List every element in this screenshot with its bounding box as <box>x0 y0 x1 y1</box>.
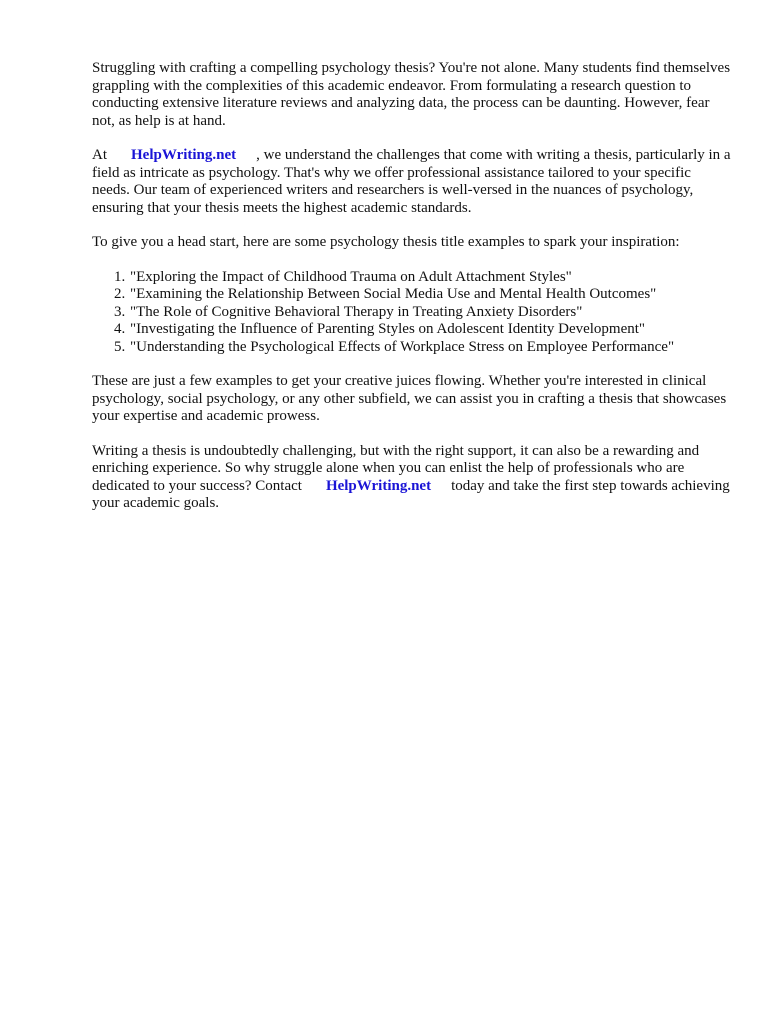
thesis-examples-list <box>92 269 732 357</box>
examples-intro-paragraph: To give you a head start, here are some psychology thesis title examples to spark your inspiration: <box>92 234 680 250</box>
list-item: 4. "Investigating the Influence of Parenting Styles on Adolescent Identity Development" <box>129 321 732 339</box>
closing-prefix: Writing a thesis is undoubtedly challenging, but with the right support, it can also be a rewarding and enriching experience. So why struggle alone when you can enlist the help of professionals who are dedicated to your success? Contact <box>92 442 700 494</box>
service-prefix: At <box>92 147 107 163</box>
helpwriting-contact-link[interactable]: HelpWriting.net <box>325 477 432 494</box>
service-paragraph <box>92 147 732 217</box>
document-page <box>92 60 732 530</box>
service-suffix: , we understand the challenges that come with writing a thesis, particularly in a field as intricate as psychology. That's why we offer professional assistance tailored to your specific needs. Our team of experienced writers and researchers is well-versed in the nuances of psychology, ensuring that your thesis meets the highest academic standards. <box>92 147 731 216</box>
list-item: 5. "Understanding the Psychological Effects of Workplace Stress on Employee Performance" <box>129 339 732 357</box>
intro-paragraph: Struggling with crafting a compelling psychology thesis? You're not alone. Many students find themselves grappling with the complexities of this academic endeavor. From formulating a research question to conducting extensive literature reviews and analyzing data, the process can be daunting. However, fear not, as help is at hand. <box>92 60 731 129</box>
list-item: 3. "The Role of Cognitive Behavioral Therapy in Treating Anxiety Disorders" <box>129 304 732 322</box>
list-item: 2. "Examining the Relationship Between Social Media Use and Mental Health Outcomes" <box>129 286 732 304</box>
list-item: 1. "Exploring the Impact of Childhood Trauma on Adult Attachment Styles" <box>129 269 732 287</box>
closing-suffix: today and take the first step towards achieving your academic goals. <box>92 477 730 511</box>
closing-paragraph <box>92 443 732 513</box>
helpwriting-link[interactable]: HelpWriting.net <box>131 147 237 163</box>
examples-outro-paragraph: These are just a few examples to get your creative juices flowing. Whether you're interested in clinical psychology, social psychology, or any other subfield, we can assist you in crafting a thesis that showcases your expertise and academic prowess. <box>92 373 727 424</box>
